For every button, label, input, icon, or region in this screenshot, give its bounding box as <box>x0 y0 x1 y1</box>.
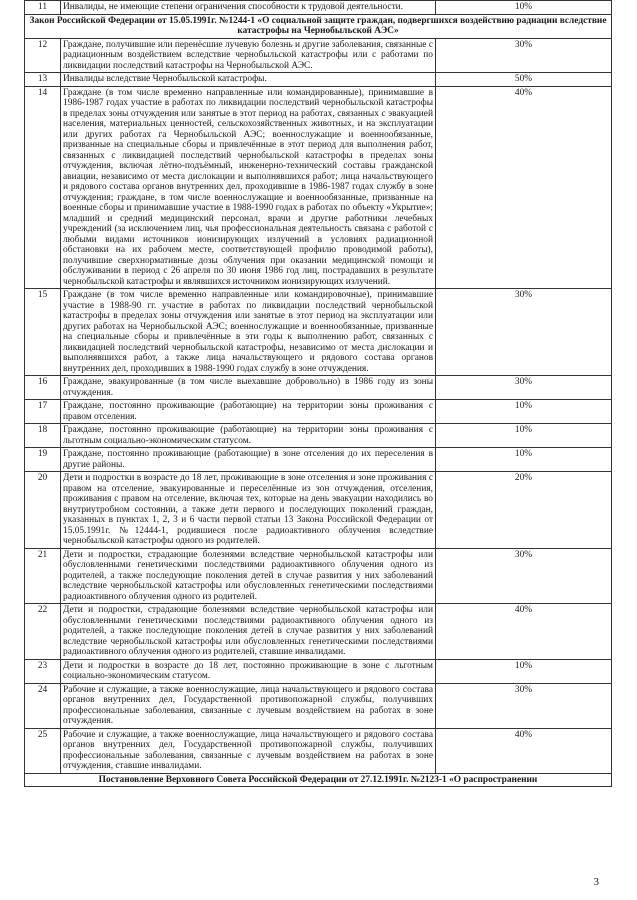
table-row <box>25 683 612 728</box>
table-body <box>25 1 612 787</box>
row-description: Граждане, постоянно проживающие (работающие) в зоне отселения до их переселения в другие районы. <box>61 448 436 472</box>
row-number: 20 <box>25 472 61 549</box>
row-percentage: 10% <box>436 448 612 472</box>
row-percentage: 10% <box>436 400 612 424</box>
table-row <box>25 448 612 472</box>
table-row <box>25 400 612 424</box>
row-number: 16 <box>25 376 61 400</box>
row-number: 22 <box>25 604 61 660</box>
row-percentage: 30% <box>436 289 612 376</box>
table-row <box>25 472 612 549</box>
section-title: Постановление Верховного Совета Российской Федерации от 27.12.1991г. №2123-1 «О распространении <box>25 773 612 787</box>
row-description: Граждане, постоянно проживающие (работающие) на территории зоны проживания с правом отселения. <box>61 400 436 424</box>
row-number: 21 <box>25 548 61 604</box>
row-description: Дети и подростки, страдающие болезнями вследствие чернобыльской катастрофы или обусловленными генетическими последствиями радиоактивного облучения одного из родителей, а также последующие поколения детей в случае развития у них заболеваний вследствие чернобыльской катастрофы или обусловленных генетическими последствиями радиоактивного облучения одного из родителей, ставшие инвалидами. <box>61 604 436 660</box>
row-number: 14 <box>25 86 61 289</box>
row-percentage: 10% <box>436 659 612 683</box>
row-number: 11 <box>25 1 61 15</box>
row-percentage: 30% <box>436 376 612 400</box>
row-percentage: 30% <box>436 548 612 604</box>
row-description: Граждане, эвакуированные (в том числе выехавшие добровольно) в 1986 году из зоны отчуждения. <box>61 376 436 400</box>
row-number: 12 <box>25 38 61 73</box>
row-percentage: 10% <box>436 1 612 15</box>
table-row <box>25 728 612 773</box>
row-number: 23 <box>25 659 61 683</box>
document-sheet <box>24 0 611 787</box>
row-number: 18 <box>25 424 61 448</box>
table-row <box>25 604 612 660</box>
table-row <box>25 424 612 448</box>
row-description: Инвалиды вследствие Чернобыльской катастрофы. <box>61 73 436 87</box>
row-percentage: 10% <box>436 424 612 448</box>
table-row <box>25 73 612 87</box>
row-description: Граждане, постоянно проживающие (работающие) на территории зоны проживания с льготным социально-экономическим статусом. <box>61 424 436 448</box>
row-number: 15 <box>25 289 61 376</box>
section-header-row <box>25 773 612 787</box>
table-row <box>25 1 612 15</box>
row-percentage: 40% <box>436 604 612 660</box>
row-description: Граждане, получившие или перенёсшие лучевую болезнь и другие заболевания, связанные с радиационным воздействием вследствие чернобыльской катастрофы или с работами по ликвидации последствий катастрофы на Чернобыльской АЭС. <box>61 38 436 73</box>
row-percentage: 40% <box>436 86 612 289</box>
section-header-row <box>25 14 612 38</box>
row-description: Граждане (в том числе временно направленные или командированные), принимавшие в 1986-1987 годах участие в работах по ликвидации последствий чернобыльской катастрофы в пределах зоны отчуждения или занятые в этот период на работах, связанных с эвакуацией населения, материальных ценностей, сельскохозяйственных животных, и на эксплуатации или других работах га Чернобыльской АЭС; военнослужащие и военнообязанные, призванные на специальные сборы и привлечённые в этот период для выполнения работ, связанных с ликвидацией последствий чернобыльской катастрофы в пределах зоны отчуждения, включая лётно-подъёмный, инженерно-технический составы гражданской авиации, независимо от места дислокации и выполнявшихся работ; лица начальствующего и рядового состава органов внутренних дел, проходившие в 1986-1987 годах службу в зоне отчуждения; граждане, в том числе военнослужащие и военнообязанные, призванные на военные сборы и принимавшие участие в 1988-1990 годах в работах по объекту «Укрытие»; младший и средний медицинский персонал, врачи и другие работники лечебных учреждений (за исключением лиц, чья профессиональная деятельность связана с работой с любыми видами источников ионизирующих излучений в условиях радиационной обстановки на их рабочем месте, соответствующей профилю проводимой работы), получившие сверхнормативные дозы облучения при оказании медицинской помощи и обслуживании в период с 26 апреля по 30 июня 1986 год лиц, пострадавших в результате чернобыльской катастрофы и являвшихся источником ионизирующих излучений. <box>61 86 436 289</box>
benefits-table <box>24 0 612 787</box>
row-percentage: 50% <box>436 73 612 87</box>
table-row <box>25 548 612 604</box>
row-number: 25 <box>25 728 61 773</box>
row-description: Рабочие и служащие, а также военнослужащие, лица начальствующего и рядового состава органов внутренних дел, Государственной противопожарной службы, получивших профессиональные заболевания, связанные с лучевым воздействием на работах в зоне отчуждения. <box>61 683 436 728</box>
row-number: 13 <box>25 73 61 87</box>
row-percentage: 20% <box>436 472 612 549</box>
table-row <box>25 659 612 683</box>
row-description: Дети и подростки, страдающие болезнями вследствие чернобыльской катастрофы или обусловленными генетическими последствиями радиоактивного облучения одного из родителей, а также последующие поколения детей в случае развития у них заболеваний вследствие чернобыльской катастрофы или обусловленных генетическими последствиями радиоактивного облучения одного из родителей. <box>61 548 436 604</box>
row-number: 17 <box>25 400 61 424</box>
row-description: Дети и подростки в возрасте до 18 лет, проживающие в зоне отселения и зоне проживания с правом на отселение, эвакуированные и переселённые из зон отчуждения, отселения, проживания с правом на отселение, включая тех, которые на день эвакуации находились во внутриутробном состоянии, а также дети первого и последующих поколений граждан, указанных в пунктах 1, 2, 3 и 6 части первой статьи 13 Закона Российской Федерации от 15.05.1991г. №12444-1, родившиеся после радиоактивного облучения вследствие чернобыльской катастрофы одного из родителей. <box>61 472 436 549</box>
table-row <box>25 376 612 400</box>
row-percentage: 30% <box>436 38 612 73</box>
row-description: Рабочие и служащие, а также военнослужащие, лица начальствующего и рядового состава органов внутренних дел, Государственной противопожарной службы, получивших профессиональные заболевания, связанные с лучевым воздействием на работах в зоне отчуждения, ставшие инвалидами. <box>61 728 436 773</box>
row-description: Инвалиды, не имеющие степени ограничения способности к трудовой деятельности. <box>61 1 436 15</box>
row-description: Граждане (в том числе временно направленные или командировочные), принимавшие участие в 1988-90 гг. участие в работах по ликвидации последствий чернобыльской катастрофы в пределах зоны отчуждения или занятые в этот период на эксплуатации или других работах на Чернобыльской АЭС; военнослужащие и военнообязанные, призванные на специальные сборы и привлечённые в эти годы к выполнению работ, связанных с ликвидацией последствий чернобыльской катастрофы, независимо от места дислокации и выполнявшихся работ, а также лица начальствующего и рядового состава органов внутренних дел, проходивших в 1988-1990 годах службу в зоне отчуждения. <box>61 289 436 376</box>
table-row <box>25 86 612 289</box>
row-percentage: 30% <box>436 683 612 728</box>
table-row <box>25 38 612 73</box>
row-description: Дети и подростки в возрасте до 18 лет, постоянно проживающие в зоне с льготным социально-экономическим статусом. <box>61 659 436 683</box>
row-number: 24 <box>25 683 61 728</box>
page-number: 3 <box>593 876 599 888</box>
table-row <box>25 289 612 376</box>
row-percentage: 40% <box>436 728 612 773</box>
section-title: Закон Российской Федерации от 15.05.1991г. №1244-1 «О социальной защите граждан, подвергшихся воздействию радиации вследствие катастрофы на Чернобыльской АЭС» <box>25 14 612 38</box>
row-number: 19 <box>25 448 61 472</box>
